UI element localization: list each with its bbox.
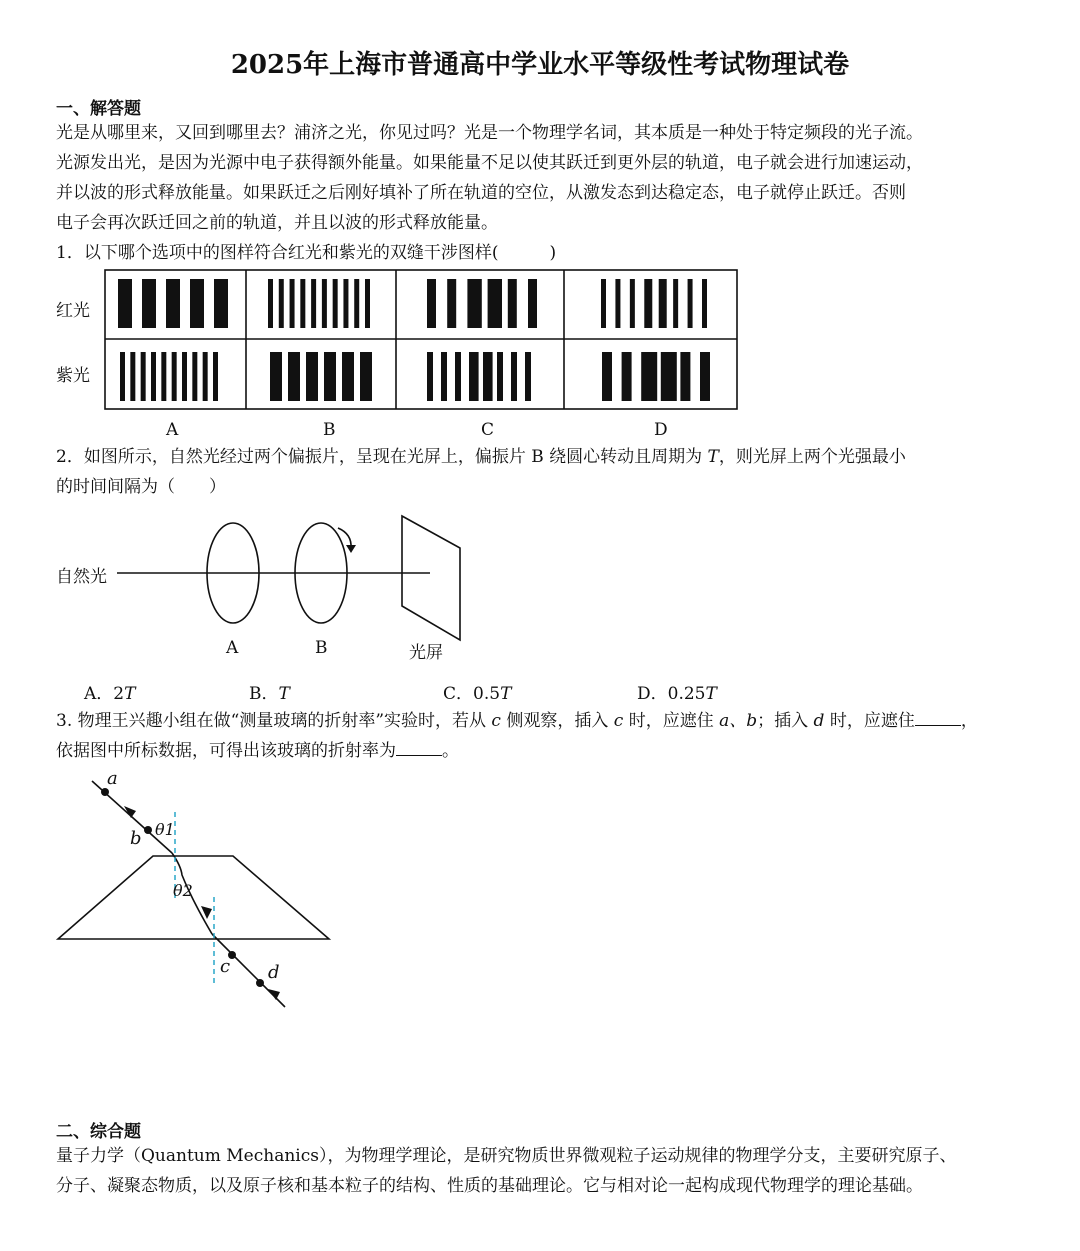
pin-b — [144, 826, 152, 834]
question-3-line-2: 依据图中所标数据，可得出该玻璃的折射率为 。 — [56, 741, 459, 761]
glass-trapezoid — [58, 856, 329, 939]
option-d-label: D — [654, 420, 668, 440]
pin-a — [101, 788, 109, 796]
choice-c: C．0.5T — [443, 684, 512, 704]
pin-b-label: b — [130, 828, 142, 849]
theta1-label: θ1 — [155, 820, 175, 839]
choice-d: D．0.25T — [637, 684, 717, 704]
question-2-line-1: 2．如图所示，自然光经过两个偏振片，呈现在光屏上，偏振片 B 绕圆心转动且周期为 T，则光屏上两个光强最小 — [56, 447, 906, 467]
polarizer-a-label: A — [226, 638, 239, 658]
row-label-violet: 紫光 — [56, 366, 90, 386]
section2-line-1: 量子力学（Quantum Mechanics），为物理学理论，是研究物质世界微观粒子运动规律的物理学分支，主要研究原子、 — [56, 1146, 957, 1166]
page-cutoff — [0, 1205, 1080, 1251]
pin-d — [256, 979, 264, 987]
question-1-text: 1．以下哪个选项中的图样符合红光和紫光的双缝干涉图样( ) — [56, 243, 557, 263]
choice-b: B．T — [249, 684, 290, 704]
option-c-label: C — [481, 420, 495, 440]
exam-title: 2025年上海市普通高中学业水平等级性考试物理试卷 — [230, 50, 850, 80]
intro-line-2: 光源发出光，是因为光源中电子获得额外能量。如果能量不足以使其跃迁到更外层的轨道，电子就会进行加速运动， — [56, 153, 923, 173]
question-3-line-1: 3. 物理王兴趣小组在做“测量玻璃的折射率”实验时，若从 c 侧观察，插入 c 时，应遮住 a、b；插入 d 时，应遮住 ， — [56, 711, 978, 731]
pin-d-label: d — [268, 962, 280, 983]
question-2-line-2: 的时间间隔为（ ） — [56, 477, 226, 497]
theta2-label: θ2 — [173, 881, 193, 900]
intro-line-4: 电子会再次跃迁回之前的轨道，并且以波的形式释放能量。 — [56, 213, 498, 233]
natural-light-label: 自然光 — [56, 567, 107, 587]
polarizer-b-label: B — [315, 638, 328, 658]
option-b-label: B — [323, 420, 336, 440]
screen-label: 光屏 — [409, 643, 443, 663]
section1-heading: 一、解答题 — [56, 99, 141, 119]
intro-line-3: 并以波的形式释放能量。如果跃迁之后刚好填补了所在轨道的空位，从激发态到达稳定态，电子就停止跃迁。否则 — [56, 183, 906, 203]
pin-c-label: c — [220, 956, 231, 977]
section2-heading: 二、综合题 — [56, 1122, 141, 1142]
option-a-label: A — [166, 420, 179, 440]
choice-a: A．2T — [84, 684, 136, 704]
arrow-icon — [268, 989, 280, 1000]
section2-line-2: 分子、凝聚态物质，以及原子核和基本粒子的结构、性质的基础理论。它与相对论一起构成现代物理学的理论基础。 — [56, 1176, 923, 1196]
row-label-red: 红光 — [56, 301, 90, 321]
intro-line-1: 光是从哪里来，又回到哪里去？浦济之光，你见过吗？光是一个物理学名词，其本质是一种处于特定频段的光子流。 — [56, 123, 923, 143]
pin-a-label: a — [107, 768, 118, 789]
